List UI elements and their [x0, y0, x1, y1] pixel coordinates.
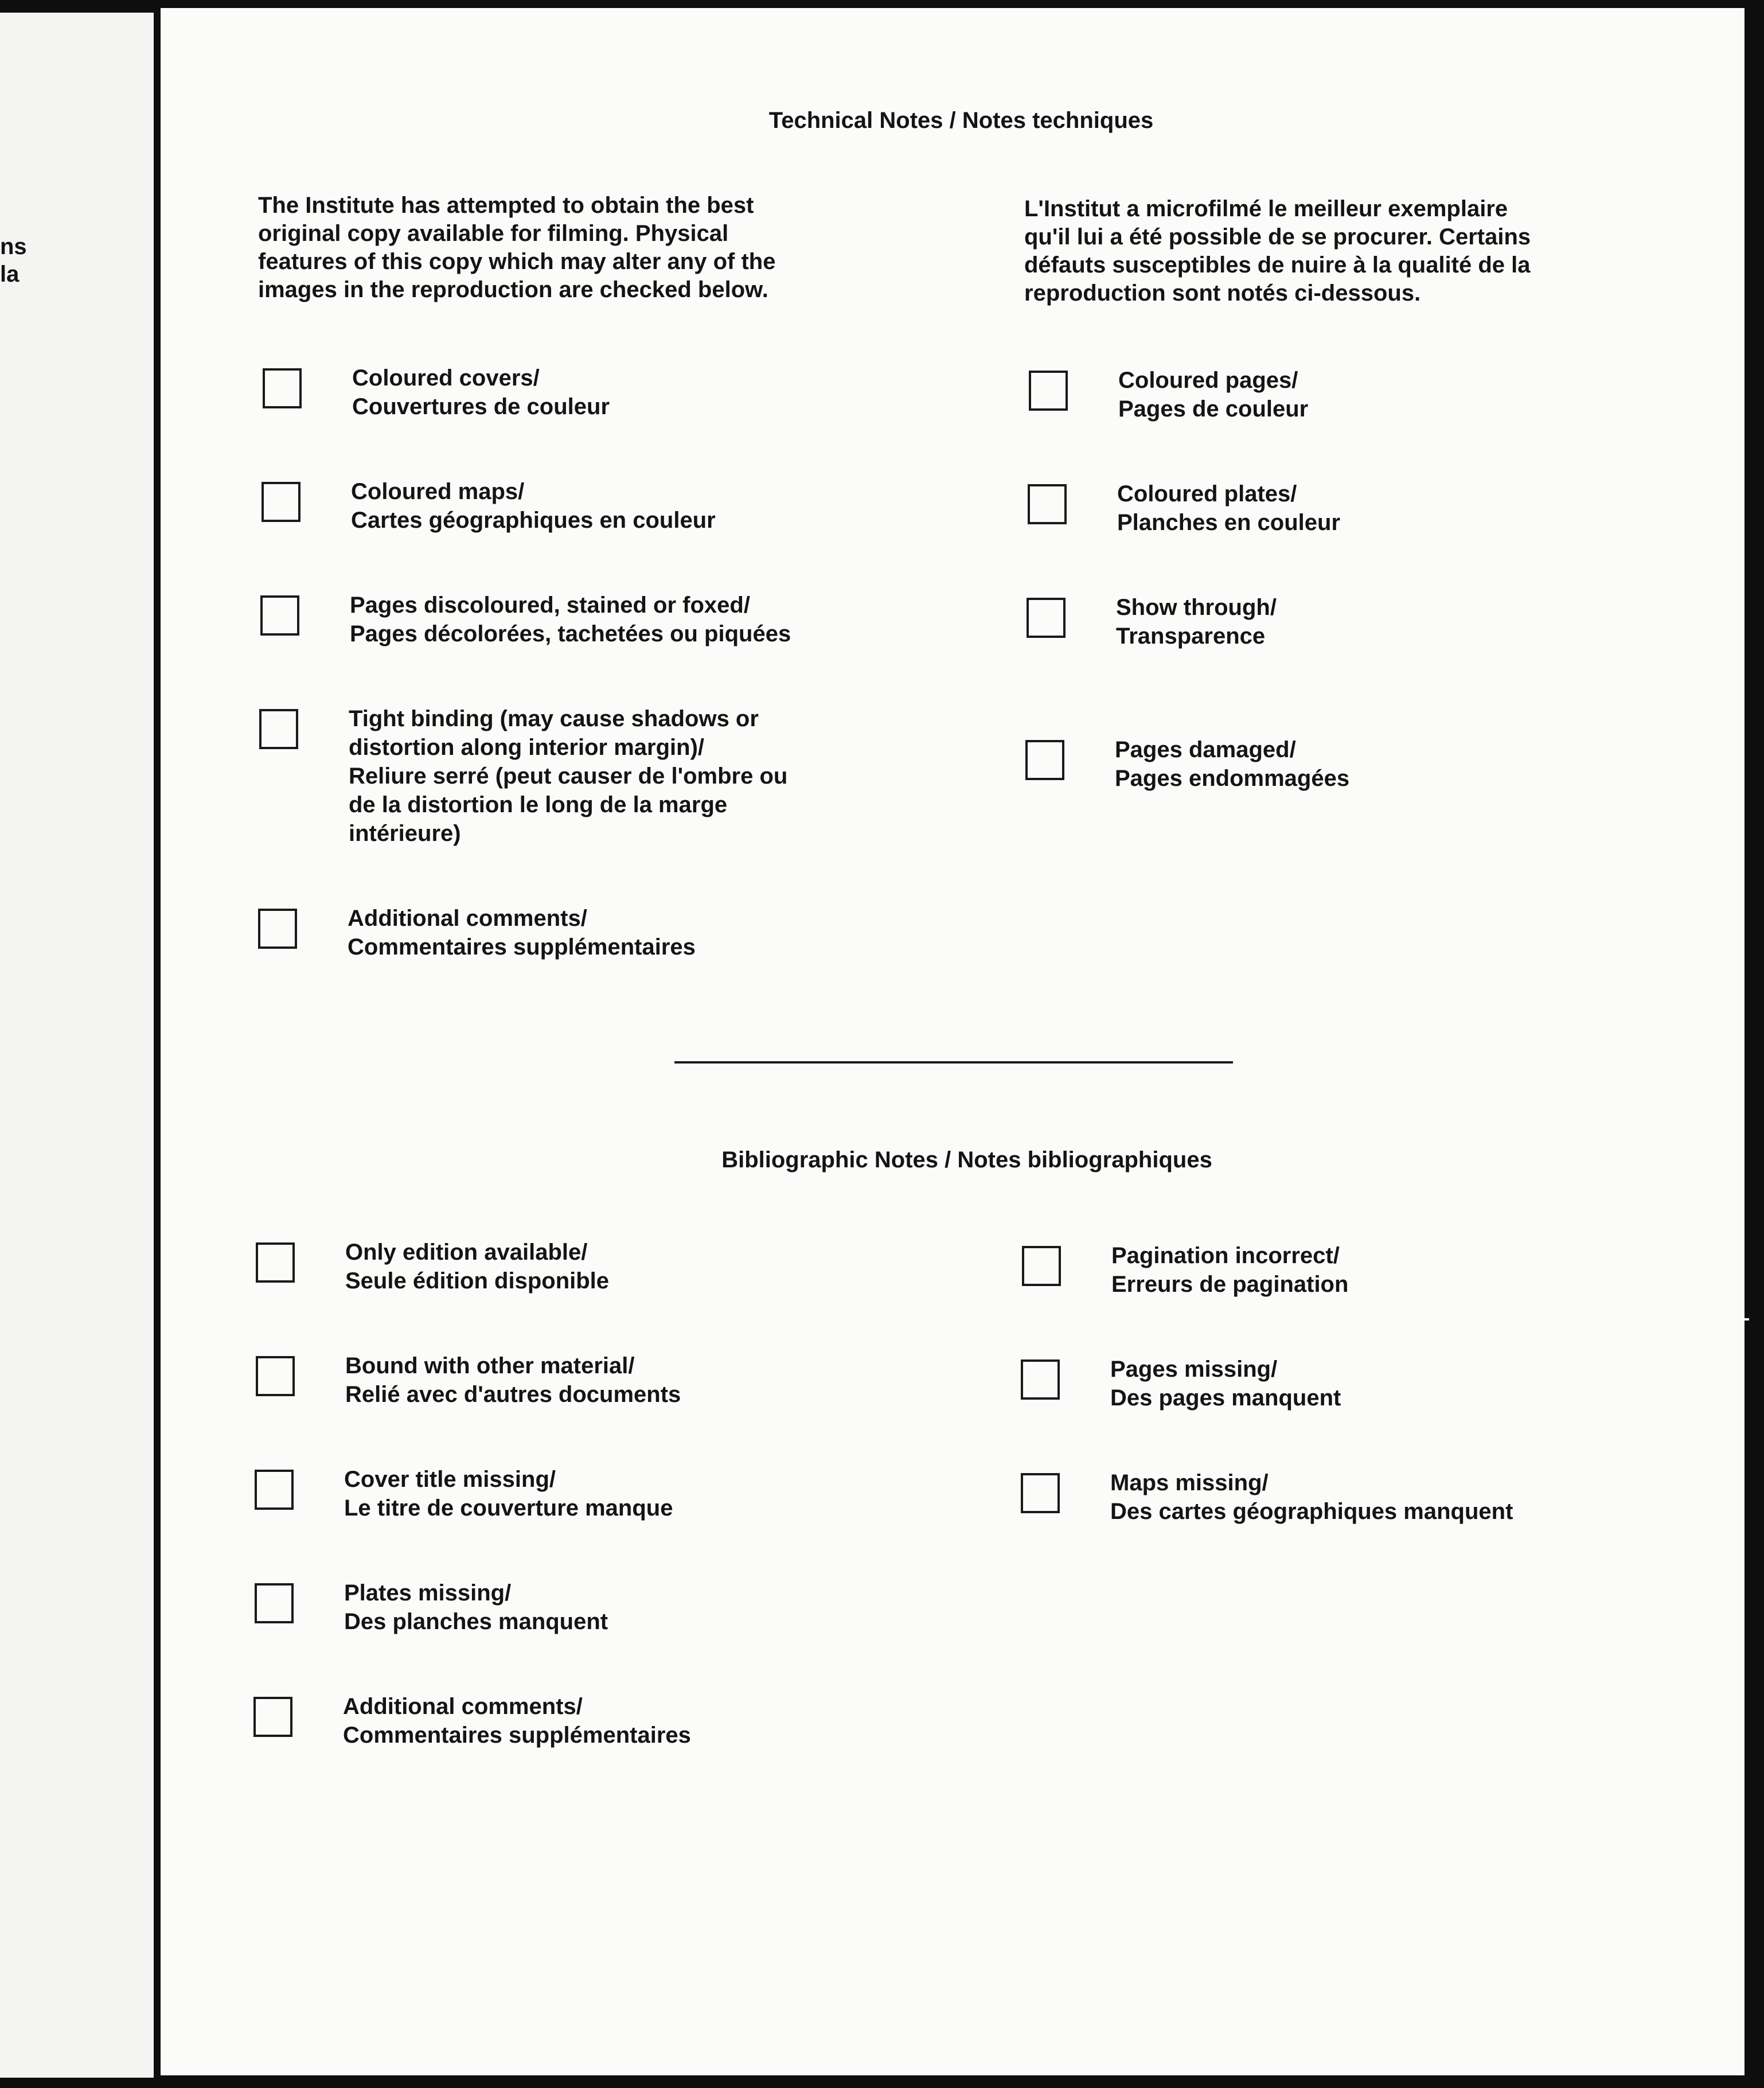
checkbox-square[interactable] — [1021, 1359, 1060, 1400]
checkbox-label: Pages discoloured, stained or foxed/ Pages décolorées, tachetées ou piquées — [350, 593, 791, 646]
checkbox-square[interactable] — [260, 595, 299, 636]
intro-en-line: The Institute has attempted to obtain the best — [258, 193, 754, 218]
checkbox-label: Pages damaged/ Pages endommagées — [1115, 737, 1350, 791]
checkbox-square[interactable] — [263, 368, 302, 408]
checkbox-label: Coloured pages/ Pages de couleur — [1118, 368, 1309, 422]
checkbox-square[interactable] — [255, 1583, 294, 1623]
intro-en-line: images in the reproduction are checked below. — [258, 277, 768, 302]
technical-notes-heading: Technical Notes / Notes techniques — [768, 108, 1154, 133]
checkbox-square[interactable] — [256, 1242, 295, 1283]
checkbox-square[interactable] — [1022, 1246, 1061, 1286]
intro-fr-line: qu'il lui a été possible de se procurer. Certains — [1024, 224, 1531, 250]
checkbox-square[interactable] — [1027, 598, 1066, 638]
checkbox-square[interactable] — [262, 482, 300, 522]
checkbox-label: Additional comments/ Commentaires supplémentaires — [343, 1694, 691, 1748]
checkbox-label: Bound with other material/ Relié avec d'autres documents — [345, 1353, 681, 1407]
checkbox-square[interactable] — [253, 1697, 292, 1737]
checkbox-label: Show through/ Transparence — [1116, 595, 1277, 649]
left-page-fragment: la — [0, 262, 19, 287]
checkbox-square[interactable] — [1029, 371, 1068, 411]
checkbox-square[interactable] — [1021, 1473, 1060, 1513]
checkbox-label: Tight binding (may cause shadows or distortion along interior margin)/ Reliure serré (peut causer de l'ombre ou de la distortion le long de la marge intérieure) — [349, 706, 788, 846]
checkbox-label: Only edition available/ Seule édition disponible — [345, 1240, 610, 1294]
checkbox-label: Pages missing/ Des pages manquent — [1110, 1357, 1341, 1411]
checkbox-label: Coloured maps/ Cartes géographiques en couleur — [351, 479, 716, 533]
bibliographic-notes-heading: Bibliographic Notes / Notes bibliographiques — [721, 1147, 1212, 1172]
checkbox-label: Cover title missing/ Le titre de couverture manque — [344, 1467, 673, 1521]
checkbox-square[interactable] — [258, 909, 297, 949]
left-page-fragment: ns — [0, 234, 27, 259]
checkbox-label: Maps missing/ Des cartes géographiques manquent — [1110, 1470, 1513, 1524]
checkbox-square[interactable] — [1025, 740, 1064, 780]
checkbox-label: Pagination incorrect/ Erreurs de pagination — [1111, 1243, 1349, 1297]
checkbox-square[interactable] — [1028, 484, 1067, 524]
checkbox-label: Plates missing/ Des planches manquent — [344, 1580, 608, 1634]
checkbox-square[interactable] — [256, 1356, 295, 1396]
technical-intro-english — [258, 192, 775, 304]
section-divider — [674, 1061, 1233, 1064]
intro-fr-line: reproduction sont notés ci-dessous. — [1024, 281, 1421, 306]
technical-intro-french — [1024, 195, 1531, 307]
checkbox-label: Coloured plates/ Planches en couleur — [1117, 481, 1341, 535]
intro-fr-line: défauts susceptibles de nuire à la qualité de la — [1024, 252, 1531, 278]
checkbox-square[interactable] — [255, 1470, 294, 1510]
intro-en-line: features of this copy which may alter any of the — [258, 249, 776, 274]
intro-fr-line: L'Institut a microfilmé le meilleur exemplaire — [1024, 196, 1508, 221]
checkbox-label: Coloured covers/ Couvertures de couleur — [352, 365, 610, 419]
checkbox-square[interactable] — [259, 709, 298, 749]
checkbox-label: Additional comments/ Commentaires supplémentaires — [348, 906, 696, 960]
intro-en-line: original copy available for filming. Physical — [258, 221, 729, 246]
